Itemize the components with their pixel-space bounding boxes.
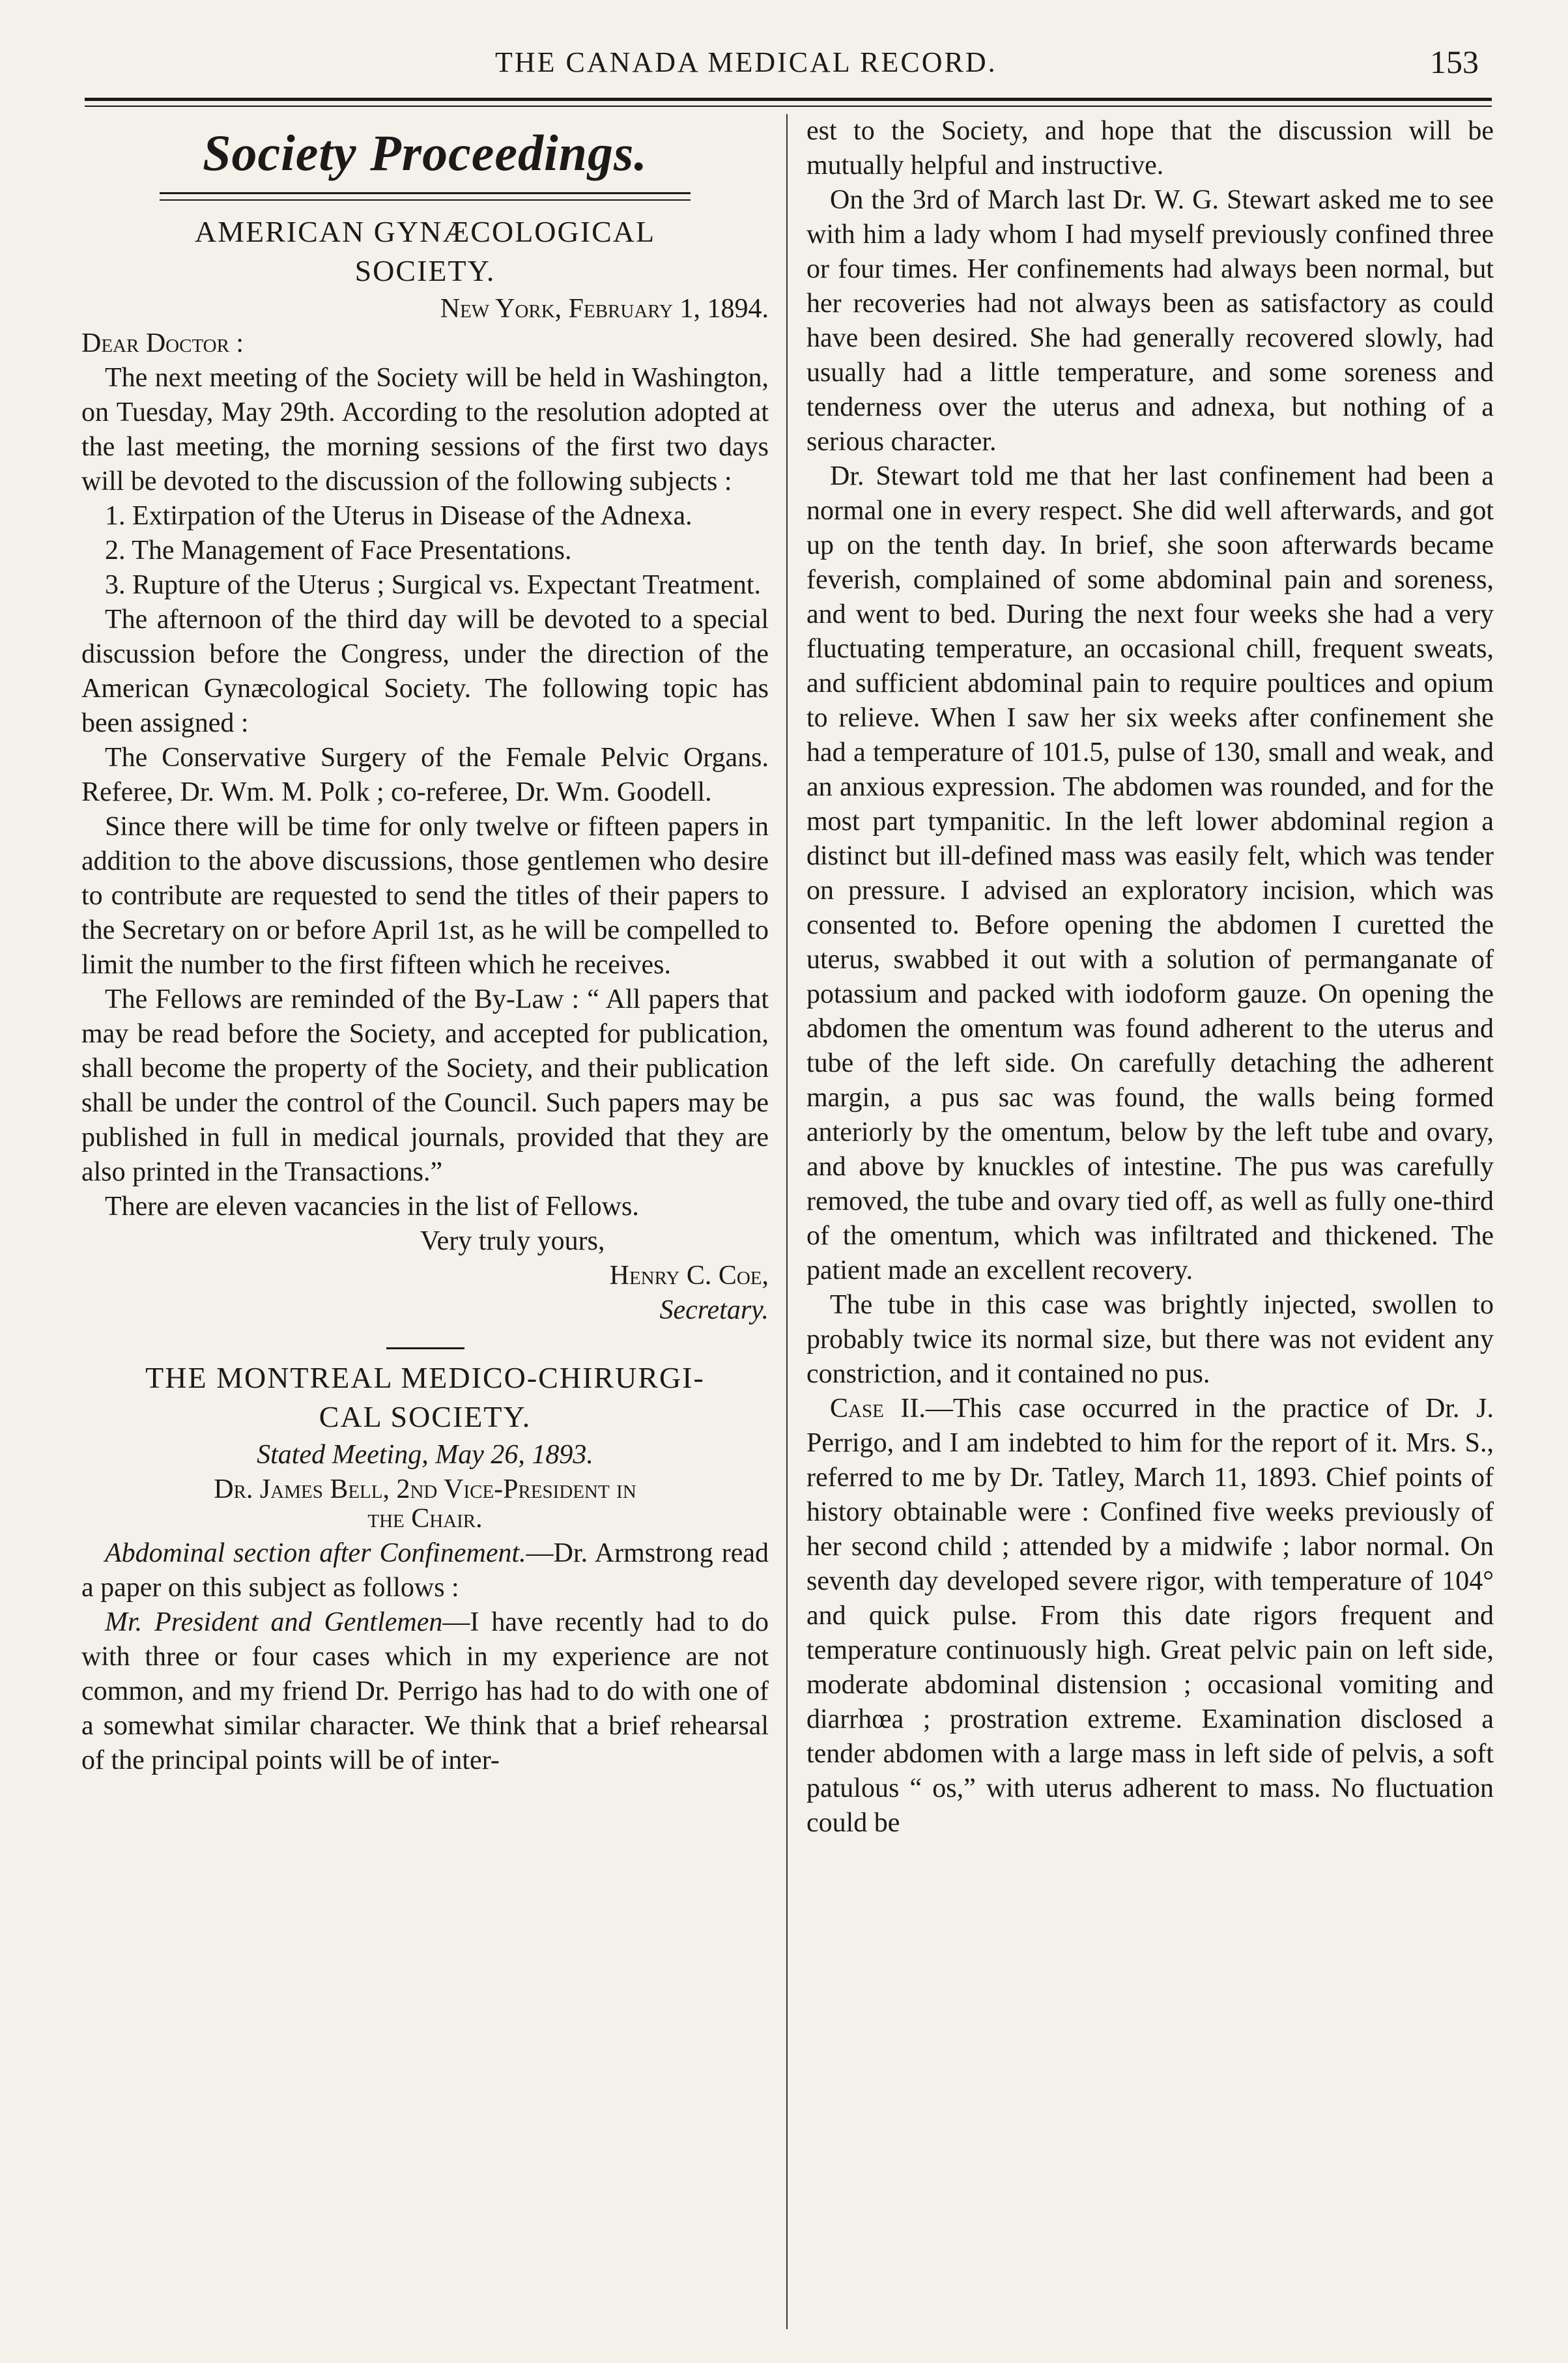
- paper-intro: —Dr. Armstrong read a paper on this subject as follows :: [81, 1538, 769, 1603]
- case-two-label: Case II.: [830, 1394, 926, 1424]
- header-rule-thin: [85, 106, 1492, 107]
- case-two-text: —This case occurred in the practice of Dr. J. Perrigo, and I am indebted to him for the report of it. Mrs. S., referred to me by Dr. Tatley, March 11, 1893. Chief points of history obtainable were : Confined five weeks previously of her second child ; attended by a midwife ; labor normal. On seventh day developed severe rigor, with temperature of 104° and quick pulse. From this date rigors frequent and temperature continuously high. Great pelvic pain on left side, moderate abdominal distension ; occasional vomiting and diarrhœa ; prostration extreme. Examination disclosed a tender abdomen with a large mass in left side of pelvis, a soft patulous “ os,” with uterus adherent to mass. No fluctuation could be: [806, 1394, 1494, 1838]
- header-rule: [85, 98, 1492, 101]
- subject-item-1: 1. Extirpation of the Uterus in Disease of the Adnexa.: [105, 501, 692, 531]
- montreal-society-title-2: CAL SOCIETY.: [319, 1400, 532, 1433]
- signer-title: Secretary.: [659, 1295, 769, 1325]
- chair-line-2: the Chair.: [367, 1504, 483, 1534]
- gyn-paragraph-2: The afternoon of the third day will be devoted to a special discussion before the Congress, under the direction of the American Gynæcological Society. The following topic has been assigned :: [81, 605, 769, 738]
- signer-name: Henry C. Coe,: [609, 1261, 769, 1291]
- section-rule: [160, 192, 691, 201]
- subject-item-2: 2. The Management of Face Presentations.: [105, 536, 572, 566]
- separator-rule: [386, 1347, 464, 1349]
- left-column: [81, 114, 769, 1778]
- montreal-paragraph-1: [81, 1536, 769, 1605]
- meeting-line: Stated Meeting, May 26, 1893.: [257, 1440, 593, 1470]
- running-title: THE CANADA MEDICAL RECORD.: [495, 46, 997, 78]
- right-column: [806, 114, 1494, 1840]
- case-one-history: Dr. Stewart told me that her last confinement had been a normal one in every respect. She did well afterwards, and got up on the tenth day. In brief, she soon afterwards became feverish, complained of some abdominal pain and soreness, and went to bed. During the next four weeks she had a very fluctuating temperature, an occasional chill, frequent sweats, and sufficient abdominal pain to require poultices and opium to relieve. When I saw her six weeks after confinement she had a temperature of 101.5, pulse of 130, small and weak, and an anxious expression. The abdomen was rounded, and for the most part tympanitic. In the left lower abdominal region a distinct but ill-defined mass was easily felt, which was tender on pressure. I advised an exploratory incision, which was consented to. Before opening the abdomen I curetted the uterus, swabbed it out with a solution of permanganate of potassium and packed with iodoform gauze. On opening the abdomen the omentum was found adherent to the uterus and tube of the left side. On carefully detaching the adherent margin, a pus sac was found, the walls being formed anteriorly by the omentum, below by the left tube and ovary, and above by knuckles of intestine. The pus was carefully removed, the tube and ovary tied off, as well as fully one-third of the omentum, which was infiltrated and thickened. The patient made an excellent recovery.: [806, 461, 1494, 1285]
- case-one-tube: The tube in this case was brightly injected, swollen to probably twice its normal size, but there was not evident any constriction, and it contained no pus.: [806, 1290, 1494, 1389]
- running-head: [78, 46, 1498, 91]
- gyn-paragraph-6: There are eleven vacancies in the list of Fellows.: [105, 1192, 639, 1222]
- address-lead: Mr. President and Gentlemen: [105, 1607, 443, 1637]
- address-text: —I have recently had to do with three or four cases which in my experience are not common, and my friend Dr. Perrigo has had to do with one of a somewhat similar character. We think that a brief rehearsal of the principal points will be of inter-: [81, 1607, 769, 1775]
- gyn-paragraph-5: The Fellows are reminded of the By-Law : “ All papers that may be read before the Society, and accepted for publication, shall become the property of the Society, and their publication shall be under the control of the Council. Such papers may be published in full in medical journals, provided that they are also printed in the Transactions.”: [81, 984, 769, 1187]
- montreal-paragraph-2: [81, 1605, 769, 1778]
- gyn-paragraph-3: The Conservative Surgery of the Female Pelvic Organs. Referee, Dr. Wm. M. Polk ; co-referee, Dr. Wm. Goodell.: [81, 743, 769, 807]
- gyn-society-title-1: AMERICAN GYNÆCOLOGICAL: [194, 215, 656, 248]
- gyn-society-title-2: SOCIETY.: [354, 254, 496, 287]
- closing: Very truly yours,: [420, 1226, 605, 1256]
- continued-paragraph: est to the Society, and hope that the discussion will be mutually helpful and instructive.: [806, 116, 1494, 180]
- salutation: Dear Doctor :: [81, 328, 244, 358]
- case-two: [806, 1392, 1494, 1840]
- subject-item-3: 3. Rupture of the Uterus ; Surgical vs. Expectant Treatment.: [105, 570, 762, 600]
- paper-title: Abdominal section after Confinement.: [105, 1538, 526, 1568]
- gyn-paragraph-1: The next meeting of the Society will be held in Washington, on Tuesday, May 29th. According to the resolution adopted at the last meeting, the morning sessions of the first two days will be devoted to the discussion of the following subjects :: [81, 363, 769, 496]
- montreal-society-title-1: THE MONTREAL MEDICO-CHIRURGI-: [145, 1361, 705, 1394]
- case-one-intro: On the 3rd of March last Dr. W. G. Stewart asked me to see with him a lady whom I had myself previously confined three or four times. Her confinements had always been normal, but her recoveries had not always been as satisfactory as could have been desired. She had generally recovered slowly, had usually had a little temperature, and some soreness and tenderness over the uterus and adnexa, but nothing of a serious character.: [806, 185, 1494, 457]
- section-heading: Society Proceedings.: [203, 124, 648, 181]
- gyn-paragraph-4: Since there will be time for only twelve or fifteen papers in addition to the above discussions, those gentlemen who desire to contribute are requested to send the titles of their papers to the Secretary on or before April 1st, as he will be compelled to limit the number to the first fifteen which he receives.: [81, 812, 769, 980]
- page-number: 153: [1430, 44, 1479, 80]
- dateline: New York, February 1, 1894.: [440, 294, 769, 324]
- column-divider: [786, 114, 788, 2329]
- chair-line-1: Dr. James Bell, 2nd Vice-President in: [214, 1474, 636, 1504]
